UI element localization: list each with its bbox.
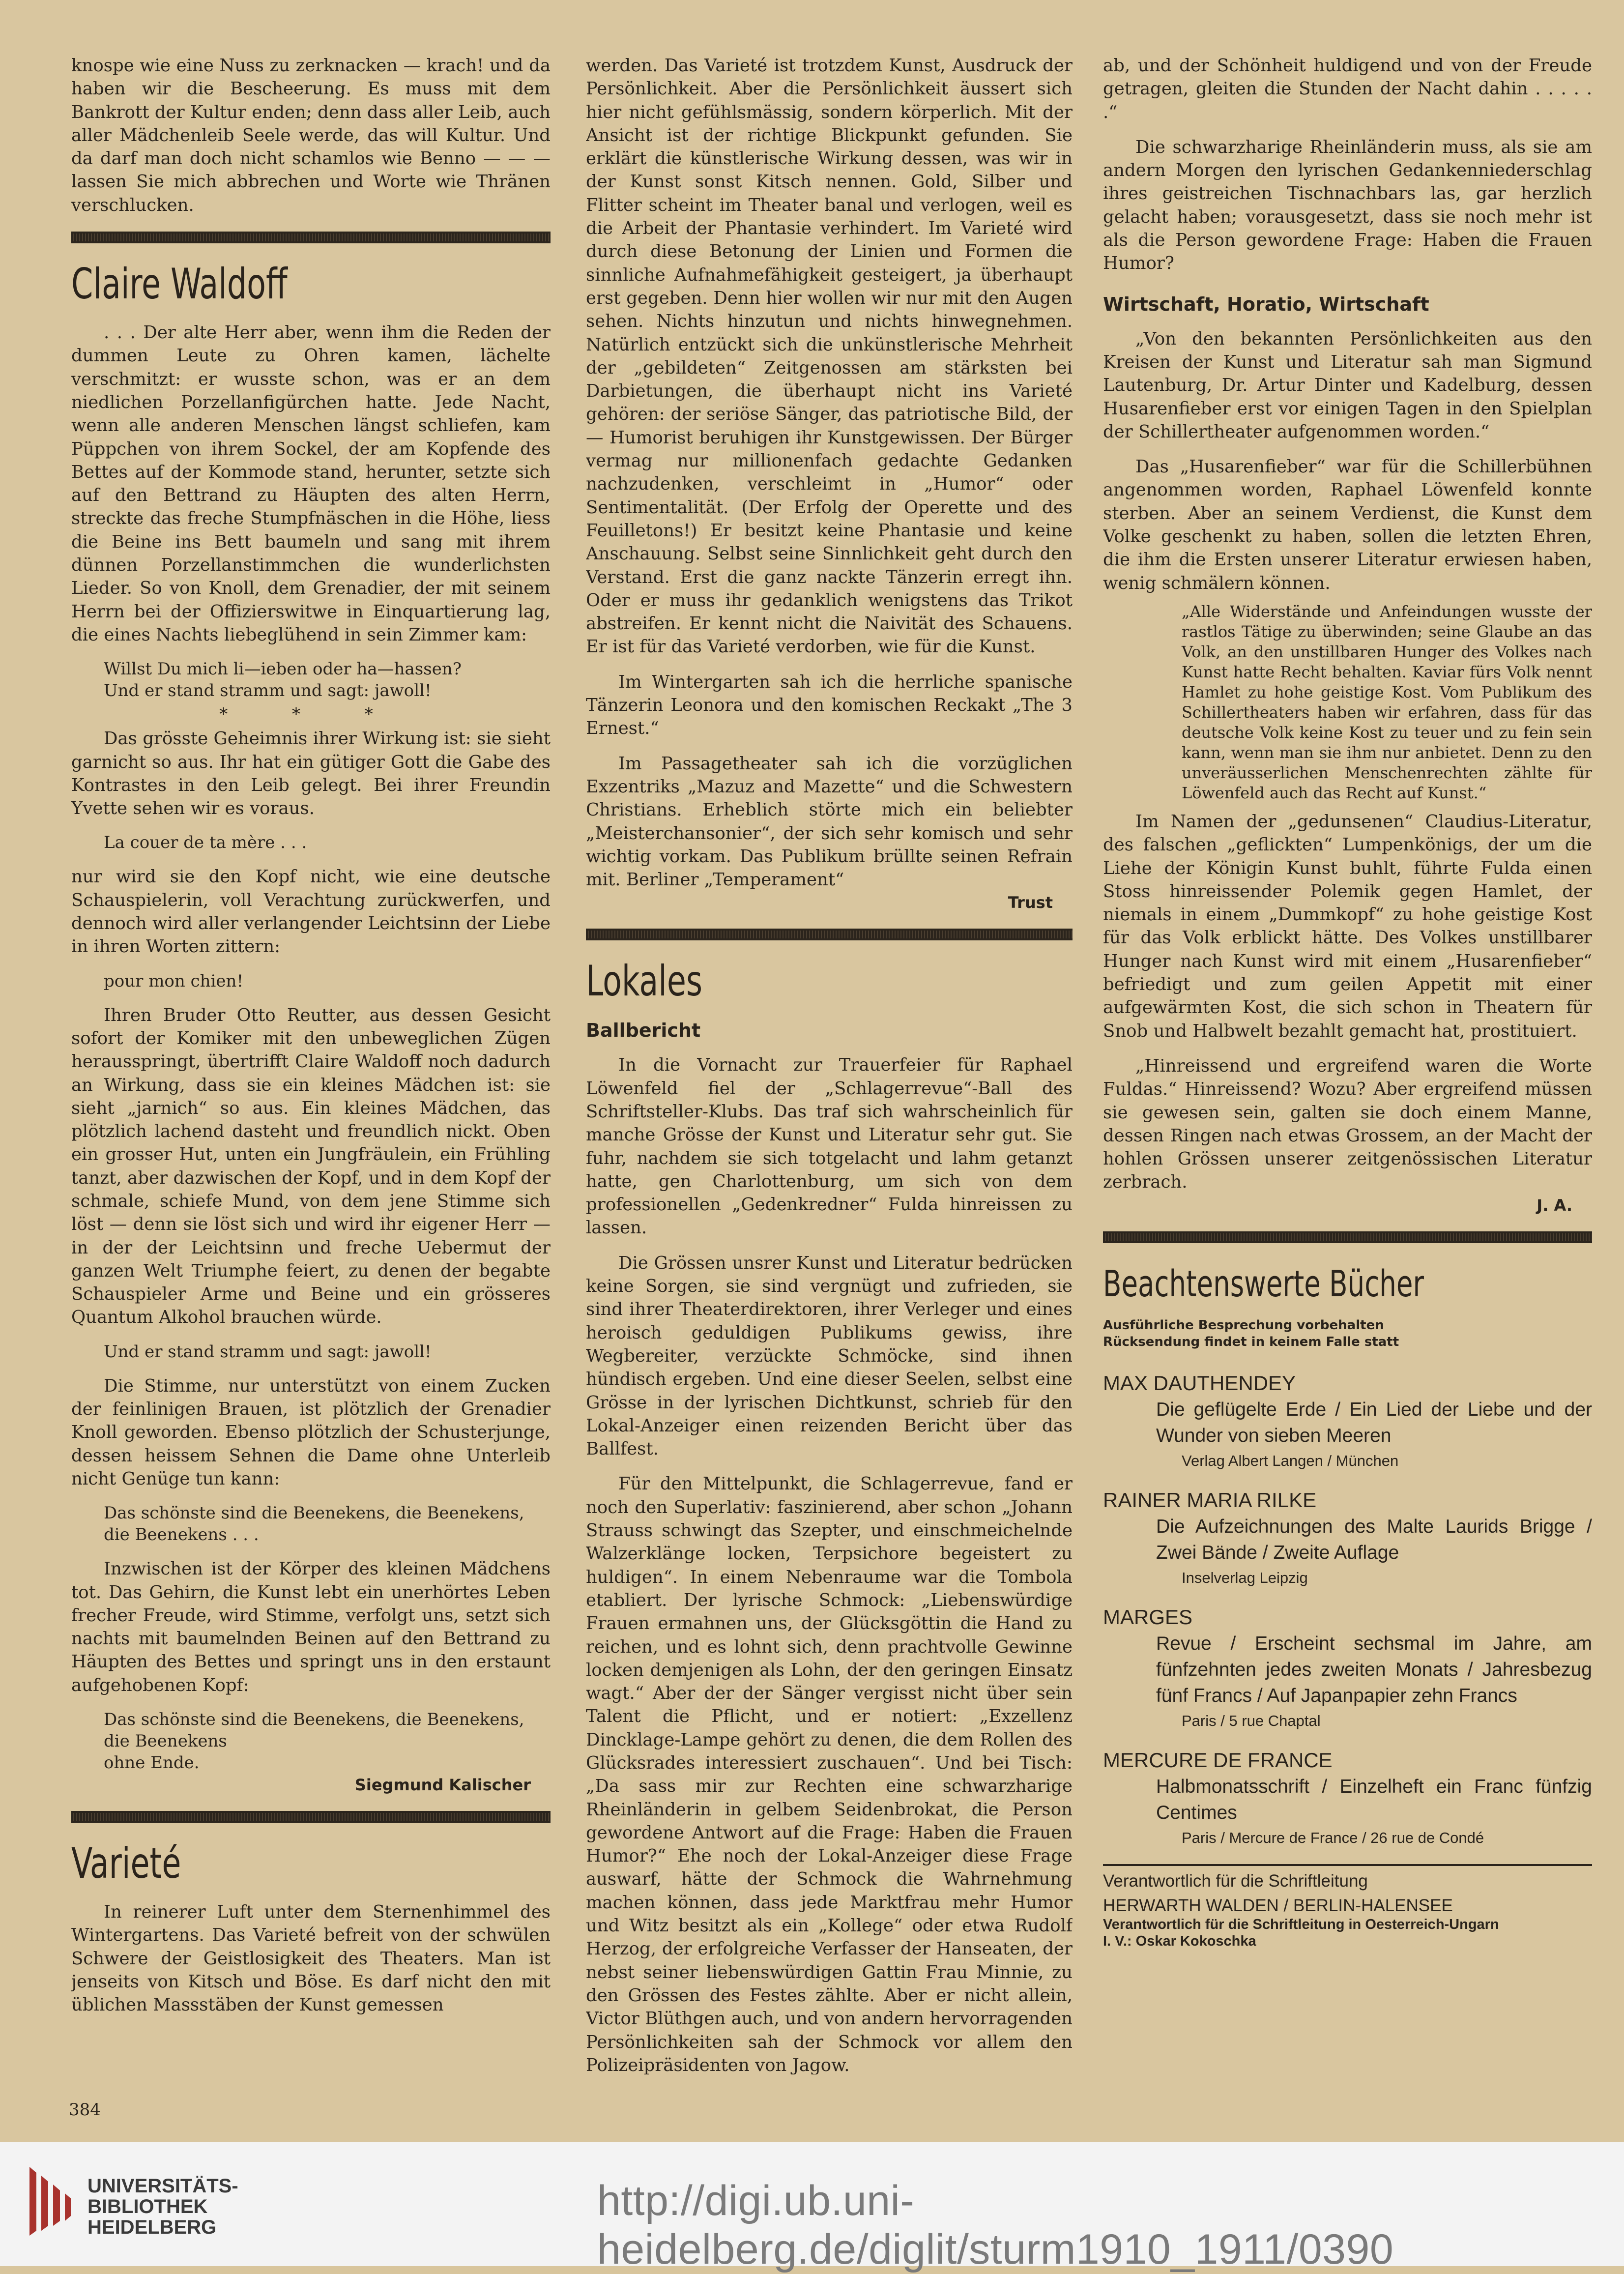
- verse: Das schönste sind die Beenekens, die Beenekens, die Beenekens ohne Ende.: [104, 1710, 524, 1773]
- paragraph: . . . Der alte Herr aber, wenn ihm die Reden der dummen Leute zu Ohren kamen, lächelte verschmitzt: er wusste schon, was er an dem niedlichen Porzellanfigürchen hatte. Jede Nacht, wenn alle anderen Menschen längst schliefen, kam Püppchen von ihrem Sockel, der am Kopfende des Bettes auf der Kommode stand, herunter, setzte sich auf den Bettrand zu Häupten des alten Herrn, streckte das freche Stumpfnäschen in die Höhe, liess die Beine ins Bett baumeln und sang mit ihrem dünnen Porzellanstimmchen die wunderlichsten Lieder. So von Knoll, dem Grenadier, der mit seinem Herrn bei der Offizierswitwe in Einquartierung lag, die eines Nachts liebeglühend in sein Zimmer kam:: [71, 322, 551, 645]
- imprint-editor: HERWARTH WALDEN / BERLIN-HALENSEE: [1103, 1895, 1453, 1915]
- paragraph: Die Grössen unsrer Kunst und Literatur bedrücken keine Sorgen, sie sind vergnügt und zufrieden, sie sind ihrer Theaterdirektoren, ihrer Verleger und eines heroisch geduldigen Publikums gewiss, ihre Wegbereiter, verzückte Schmöcke, sind ihnen hündisch ergeben. Und eine dieser Seelen, selbst eine Grösse in der lyrischen Dichtkunst, schrieb für den Lokal-Anzeiger einen reizenden Bericht über das Ballfest.: [586, 1253, 1073, 1459]
- imprint-divider: [1103, 1864, 1592, 1866]
- books-note: Ausführliche Besprechung vorbehalten Rücksendung findet in keinem Falle statt: [1103, 1317, 1399, 1349]
- signature: Trust: [1008, 893, 1053, 912]
- library-name-line1: UNIVERSITÄTS-: [87, 2175, 238, 2197]
- book-author: MAX DAUTHENDEY: [1103, 1371, 1296, 1395]
- verse: pour mon chien!: [104, 971, 244, 991]
- book-publisher: Paris / 5 rue Chaptal: [1182, 1712, 1321, 1729]
- book-author: MERCURE DE FRANCE: [1103, 1748, 1333, 1772]
- paragraph: In die Vornacht zur Trauerfeier für Raphael Löwenfeld fiel der „Schlagerrevue“-Ball des Schriftsteller-Klubs. Das traf sich wahrscheinlich für manche Grösse der Kunst und Literatur sehr gut. Sie fuhr, nachdem sie sich totgelacht und lahm getanzt hatte, gen Charlottenburg, um sich von dem professionellen „Gedenkredner“ Fulda hinreissen zu lassen.: [586, 1055, 1073, 1238]
- library-name-line2: BIBLIOTHEK: [87, 2196, 208, 2217]
- library-footer: [0, 2142, 1624, 2273]
- book-entry: [1103, 1604, 1592, 1733]
- article-title-wirtschaft: Wirtschaft, Horatio, Wirtschaft: [1103, 293, 1429, 315]
- library-name-line3: HEIDELBERG: [87, 2216, 217, 2238]
- paragraph: Für den Mittelpunkt, die Schlagerrevue, fand er noch den Superlativ: faszinierend, aber schon „Johann Strauss schwingt das Szepter, und einschmeichelnde Walzerklänge locken, Terpsichore begeistert zu huldigen“. In einem Nebenraume war die Tombola etabliert. Der lyrische Schmock: „Liebenswürdige Frauen ermahnen uns, der Glücksgöttin die Hand zu reichen, und es lohnt sich, denn prachtvolle Gewinne locken demjenigen als Lohn, der den geringen Einsatz wagt.“ Aber der der Sänger vergisst nicht über sein Talent die Pflicht, und er notiert: „Exzellenz Dincklage-Lampe gehört zu denen, die dem Rollen des Glücksrades interessiert zuschauen“. Und bei Tisch: „Da sass mir zur Rechten eine schwarzharige Rheinländerin in gelbem Seidenbrokat, die Person gewordene Antwort auf die Frage: Haben die Frauen Humor?“ Ehe noch der Lokal-Anzeiger diese Frage auswarf, hätte der Schmock die Wahrnehmung machen können, dass jede Marktfrau mehr Humor und Witz besitzt als ein „Kollege“ oder etwa Rudolf Herzog, der erfolgreiche Verfasser der Hanseaten, der nebst seiner liebenswürdigen Gattin Frau Minnie, zu den Grössen des Festes zählte. Aber er nicht allein, Victor Blüthgen auch, und von andern hervorragenden Persönlichkeiten sah der Schmock vor allem den Polizeipräsidenten von Jagow.: [586, 1474, 1073, 2074]
- column-1: [71, 54, 551, 2074]
- book-entry: [1103, 1487, 1592, 1590]
- article-title-ballbericht: Ballbericht: [586, 1020, 701, 1042]
- paragraph: nur wird sie den Kopf nicht, wie eine deutsche Schauspielerin, voll Verachtung zurückwerfen, und dennoch wird aller verlangender Leichtsinn der Liebe in ihren Worten zittern:: [71, 867, 551, 957]
- page-number: 384: [69, 2100, 101, 2120]
- book-publisher: Paris / Mercure de France / 26 rue de Condé: [1182, 1829, 1484, 1846]
- paragraph: Im Passagetheater sah ich die vorzüglichen Exzentriks „Mazuz and Mazette“ und die Schwestern Christians. Erheblich störte mich ein beliebter „Meisterchansonier“, der sich sehr komisch und sehr wichtig vorkam. Das Publikum brüllte seinen Refrain mit. Berliner „Temperament“: [586, 753, 1073, 890]
- paragraph: Die schwarzharige Rheinländerin muss, als sie am andern Morgen den lyrischen Gedankenniederschlag ihres geistreichen Tischnachbars las, gar herzlich gelacht haben; vorausgesetzt, dass sie noch mehr ist als die Person gewordene Frage: Haben die Frauen Humor?: [1103, 137, 1592, 274]
- asterism: * * *: [219, 704, 403, 725]
- book-title: Die geflügelte Erde / Ein Lied der Liebe und der Wunder von sieben Meeren: [1156, 1399, 1592, 1446]
- block-quote: „Alle Widerstände und Anfeindungen wusste der rastlos Tätige zu überwinden; seine Glaube an das Volk, an den unstillbaren Hunger des Volkes nach Kunst hatte Recht behalten. Kaviar fürs Volk nennt Hamlet zu hohe geistige Kost. Vom Publikum des Schillertheaters haben wir erfahren, dass für das deutsche Volk keine Kost zu teuer und zu fein sein kann, wenn man sie ihm nur anbietet. Denn zu den unveräusserlichen Menschenrechten zählte für Löwenfeld auch das Recht auf Kunst.“: [1182, 602, 1592, 802]
- paragraph: werden. Das Varieté ist trotzdem Kunst, Ausdruck der Persönlichkeit. Aber die Persönlichkeit äussert sich hier nicht gefühlsmässig, sondern körperlich. Mit der Ansicht ist der richtige Blickpunkt gefunden. Sie erklärt die künstlerische Wirkung dessen, was wir in der Kunst sonst Kitsch nennen. Gold, Silber und Flitter scheint im Theater banal und verlogen, weil es die Arbeit der Phantasie verhindert. Im Varieté wird durch diese Betonung der Linien und Formen die sinnliche Aufnahmefähigkeit gesteigert, ja überhaupt erst gegeben. Denn hier wollen wir nur mit den Augen sehen. Nichts hinzutun und nichts hinwegnehmen. Natürlich entzückt sich die unkünstlerische Mehrheit der „gebildeten“ Zeitgenossen am stärksten bei Darbietungen, die überhaupt nicht ins Varieté gehören: der seriöse Sänger, das patriotische Bild, der — Humorist beruhigen ihr Kunstgewissen. Der Bürger vermag nur millionenfach gedachte Gedanken nachzudenken, verschleimt in „Humor“ oder Sentimentalität. (Der Erfolg der Operette und des Feuilletons!) Er besitzt keine Phantasie und keine Anschauung. Selbst seine Sinnlichkeit geht durch den Verstand. Erst die ganz nackte Tänzerin erregt ihn. Oder er muss ihr gedanklich wenigstens das Trikot abstreifen. Er kennt nicht die Naivität des Schauens. Er ist für das Varieté verdorben, wie für die Kunst.: [586, 56, 1073, 657]
- book-list: [1103, 1370, 1592, 1850]
- book-author: MARGES: [1103, 1605, 1193, 1629]
- book-author: RAINER MARIA RILKE: [1103, 1488, 1317, 1512]
- signature: Siegmund Kalischer: [354, 1776, 531, 1795]
- section-divider: [1103, 1231, 1592, 1243]
- paragraph: Im Wintergarten sah ich die herrliche spanische Tänzerin Leonora und den komischen Reckakt „The 3 Ernest.“: [586, 671, 1073, 739]
- source-url-link[interactable]: http://digi.ub.uni-heidelberg.de/diglit/sturm1910_1911/0390: [597, 2177, 1394, 2273]
- verse: Das schönste sind die Beenekens, die Beenekens, die Beenekens . . .: [104, 1503, 524, 1545]
- paragraph: ab, und der Schönheit huldigend und von der Freude getragen, gleiten die Stunden der Nacht dahin . . . . . .“: [1103, 56, 1592, 122]
- book-title: Revue / Erscheint sechsmal im Jahre, am fünfzehnten jedes zweiten Monats / Jahresbezug fünf Francs / Auf Japanpapier zehn Francs: [1156, 1633, 1592, 1706]
- verse: La couer de ta mère . . .: [104, 833, 307, 853]
- section-title-lokales: Lokales: [586, 957, 703, 1006]
- paragraph: „Von den bekannten Persönlichkeiten aus den Kreisen der Kunst und Literatur sah man Sigmund Lautenburg, Dr. Artur Dinter und Kadelburg, dessen Husarenfieber erst vor einigen Tagen in den Spielplan der Schillertheater aufgenommen worden.“: [1103, 328, 1592, 442]
- book-publisher: Verlag Albert Langen / München: [1182, 1452, 1399, 1469]
- book-title: Halbmonatsschrift / Einzelheft ein Franc fünfzig Centimes: [1156, 1776, 1592, 1823]
- imprint-line: Verantwortlich für die Schriftleitung in Oesterreich-Ungarn: [1103, 1916, 1499, 1932]
- book-title: Die Aufzeichnungen des Malte Laurids Brigge / Zwei Bände / Zweite Auflage: [1156, 1516, 1592, 1563]
- article-continuation: knospe wie eine Nuss zu zerknacken — krach! und da haben wir die Bescheerung. Es muss mit dem Bankrott der Kultur enden; denn dass aller Leib, auch aller Mädchenleib Seele werde, das will Kultur. Und da darf man doch nicht schamlos wie Benno — — — lassen Sie mich abbrechen und Worte wie Thränen verschlucken.: [71, 56, 551, 215]
- signature: J. A.: [1537, 1195, 1572, 1215]
- ub-heidelberg-logo-icon: [20, 2157, 79, 2245]
- section-divider: [71, 232, 551, 243]
- paragraph: Die Stimme, nur unterstützt von einem Zucken der feinlinigen Brauen, ist plötzlich der Grenadier Knoll geworden. Ebenso plötzlich der Schusterjunge, dessen heissem Sehnen die Dame ohne Unterleib nicht Genüge tun kann:: [71, 1375, 551, 1489]
- section-title-books: Beachtenswerte Bücher: [1103, 1262, 1424, 1305]
- column-2: [586, 54, 1073, 2074]
- verse: Willst Du mich li—ieben oder ha—hassen? Und er stand stramm und sagt: jawoll!: [104, 659, 462, 701]
- book-entry: [1103, 1747, 1592, 1850]
- verse: Und er stand stramm und sagt: jawoll!: [104, 1341, 432, 1362]
- paragraph: „Hinreissend und ergreifend waren die Worte Fuldas.“ Hinreissend? Wozu? Aber ergreifend müssen sie gewesen sein, galten sie doch einem Manne, dessen Ringen nach etwas Grossem, an der Macht der hohlen Grössen unserer zeitgenössischen Literatur zerbrach.: [1103, 1055, 1592, 1193]
- book-publisher: Inselverlag Leipzig: [1182, 1569, 1308, 1586]
- paragraph: Ihren Bruder Otto Reutter, aus dessen Gesicht sofort der Komiker mit den unbeweglichen Zügen herausspringt, übertrifft Claire Waldoff noch dadurch an Wirkung, dass sie ein kleines Mädchen ist: sie sieht „jarnich“ so aus. Ein kleines Mädchen, das plötzlich lachend dasteht und freundlich nickt. Oben ein grosser Hut, unten ein Jungfräulein, ein Frühling tanzt, aber dazwischen der Kopf, und in dem Kopf der schmale, schiefe Mund, von dem jene Stimme sich löst — denn sie löst sich und wird ihr eigener Herr — in der der Leichtsinn und freche Uebermut der ganzen Welt Triumphe feiert, zu denen der begabte Schauspieler Arme und Beine und ein grösseres Quantum Alkohol brauchen würde.: [71, 1005, 551, 1328]
- book-entry: [1103, 1370, 1592, 1473]
- imprint-line: I. V.: Oskar Kokoschka: [1103, 1933, 1256, 1949]
- article-title-variete: Varieté: [71, 1839, 181, 1889]
- imprint-line: Verantwortlich für die Schriftleitung: [1103, 1871, 1368, 1891]
- section-divider: [71, 1811, 551, 1823]
- article-title-claire-waldoff: Claire Waldoff: [71, 260, 288, 309]
- section-divider: [586, 929, 1073, 940]
- paragraph: In reinerer Luft unter dem Sternenhimmel des Wintergartens. Das Varieté befreit von der schwülen Schwere der Geistlosigkeit des Theaters. Man ist jenseits von Kitsch und Böse. Es darf nicht den mit üblichen Massstäben der Kunst gemessen: [71, 1902, 551, 2015]
- column-3: [1103, 54, 1592, 2074]
- paragraph: Das „Husarenfieber“ war für die Schillerbühnen angenommen worden, Raphael Löwenfeld konnte sterben. Aber an seinem Verdienst, die Kunst dem Volke geschenkt zu haben, sollen die letzten Ehren, die ihm die Ersten unserer Literatur erwiesen haben, wenig schmälern können.: [1103, 457, 1592, 593]
- paragraph: Das grösste Geheimnis ihrer Wirkung ist: sie sieht garnicht so aus. Ihr hat ein gütiger Gott die Gabe des Kontrastes in den Leib gelegt. Bei ihrer Freundin Yvette sehen wir es voraus.: [71, 729, 551, 819]
- paragraph: Inzwischen ist der Körper des kleinen Mädchens tot. Das Gehirn, die Kunst lebt ein unerhörtes Leben frecher Freude, wird Stimme, verfolgt uns, setzt sich nachts mit baumelnden Beinen auf den Bettrand zu Häupten des Bettes und springt uns in den erstaunt aufgehobenen Kopf:: [71, 1559, 551, 1695]
- paragraph: Im Namen der „gedunsenen“ Claudius-Literatur, des falschen „geflickten“ Lumpenkönigs, der um die Liehe der Königin Kunst buhlt, führte Fulda einen Stoss hinreissender Polemik gegen Hamlet, der niemals in einem „Dummkopf“ zu hohe geistige Kost für das Volk erblickt hätte. Des Volkes unstillbarer Hunger nach Kunst wird mit einem „Husarenfieber“ befriedigt und zum geilen Appetit mit einer aufgewärmten Kost, die sich schon in Theatern für Snob und Halbwelt bezahlt gemacht hat, prostituiert.: [1103, 811, 1592, 1041]
